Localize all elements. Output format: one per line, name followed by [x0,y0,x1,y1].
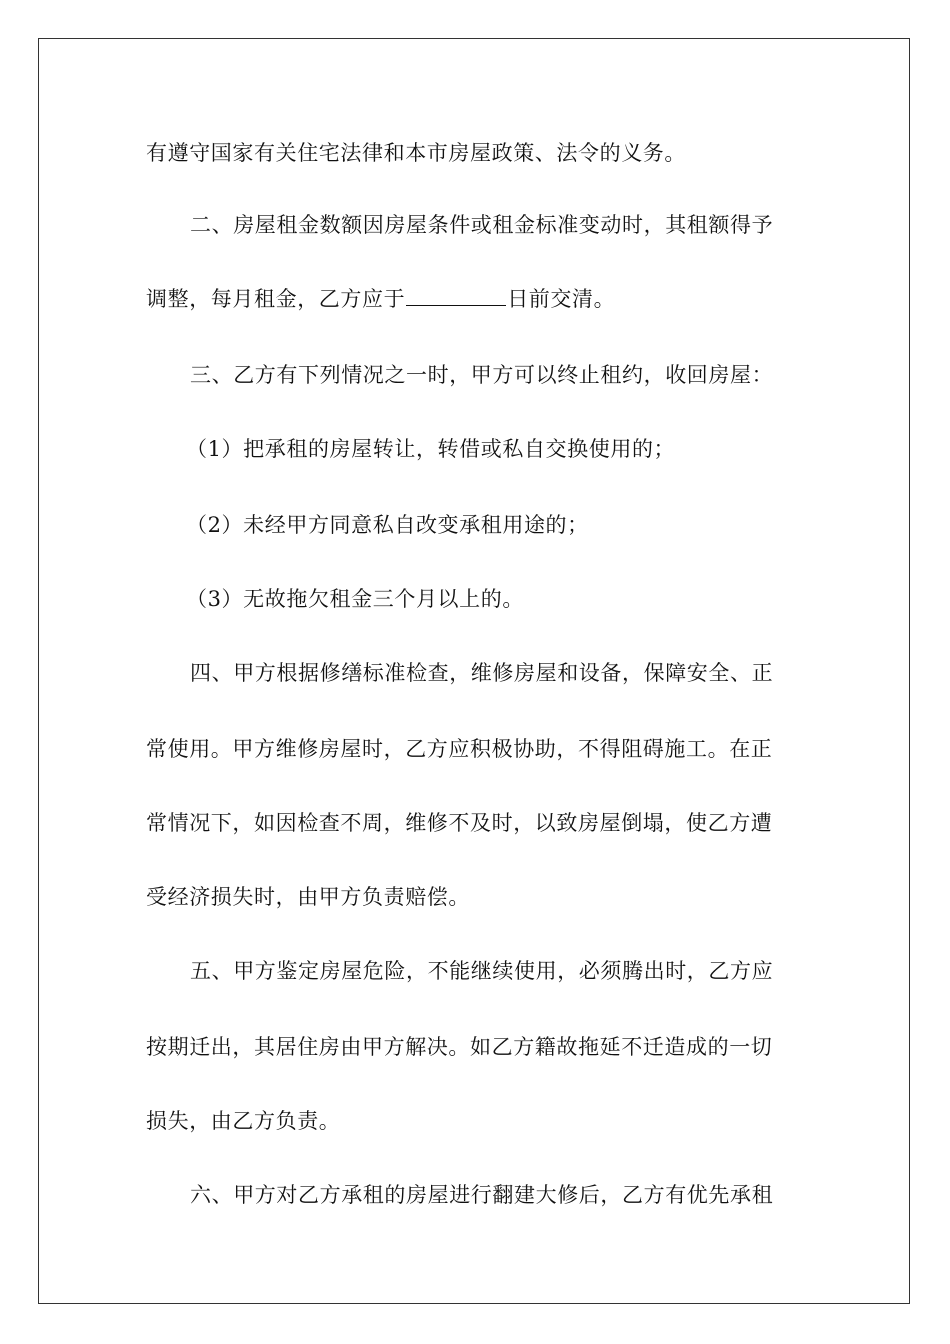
clause-3-item-2: （2）未经甲方同意私自改变承租用途的； [186,513,589,537]
clause-3-item-1: （1）把承租的房屋转让，转借或私自交换使用的； [186,437,676,461]
clause-2-text-before-blank: 调整，每月租金，乙方应于 [146,287,406,311]
clause-4-line-3: 常情况下，如因检查不周，维修不及时，以致房屋倒塌，使乙方遭 [146,811,773,835]
clause-6-line-1: 六、甲方对乙方承租的房屋进行翻建大修后，乙方有优先承租 [190,1183,774,1207]
due-date-blank [406,285,506,306]
clause-5-line-2: 按期迁出，其居住房由甲方解决。如乙方籍故拖延不迁造成的一切 [146,1035,773,1059]
clause-2-text-after-blank: 日前交清。 [507,287,616,311]
clause-4-line-4: 受经济损失时，由甲方负责赔偿。 [146,885,470,909]
clause-2-line-1: 二、房屋租金数额因房屋条件或租金标准变动时，其租额得予 [190,213,774,237]
clause-5-line-1: 五、甲方鉴定房屋危险，不能继续使用，必须腾出时，乙方应 [190,959,774,983]
clause-3-item-3: （3）无故拖欠租金三个月以上的。 [186,587,524,611]
clause-5-line-3: 损失，由乙方负责。 [146,1109,341,1133]
clause-3-heading: 三、乙方有下列情况之一时，甲方可以终止租约，收回房屋： [190,363,774,387]
clause-2-line-2 [146,284,615,314]
text-line-1: 有遵守国家有关住宅法律和本市房屋政策、法令的义务。 [146,141,686,165]
clause-4-line-2: 常使用。甲方维修房屋时，乙方应积极协助，不得阻碍施工。在正 [146,737,773,761]
clause-4-line-1: 四、甲方根据修缮标准检查，维修房屋和设备，保障安全、正 [190,661,774,685]
